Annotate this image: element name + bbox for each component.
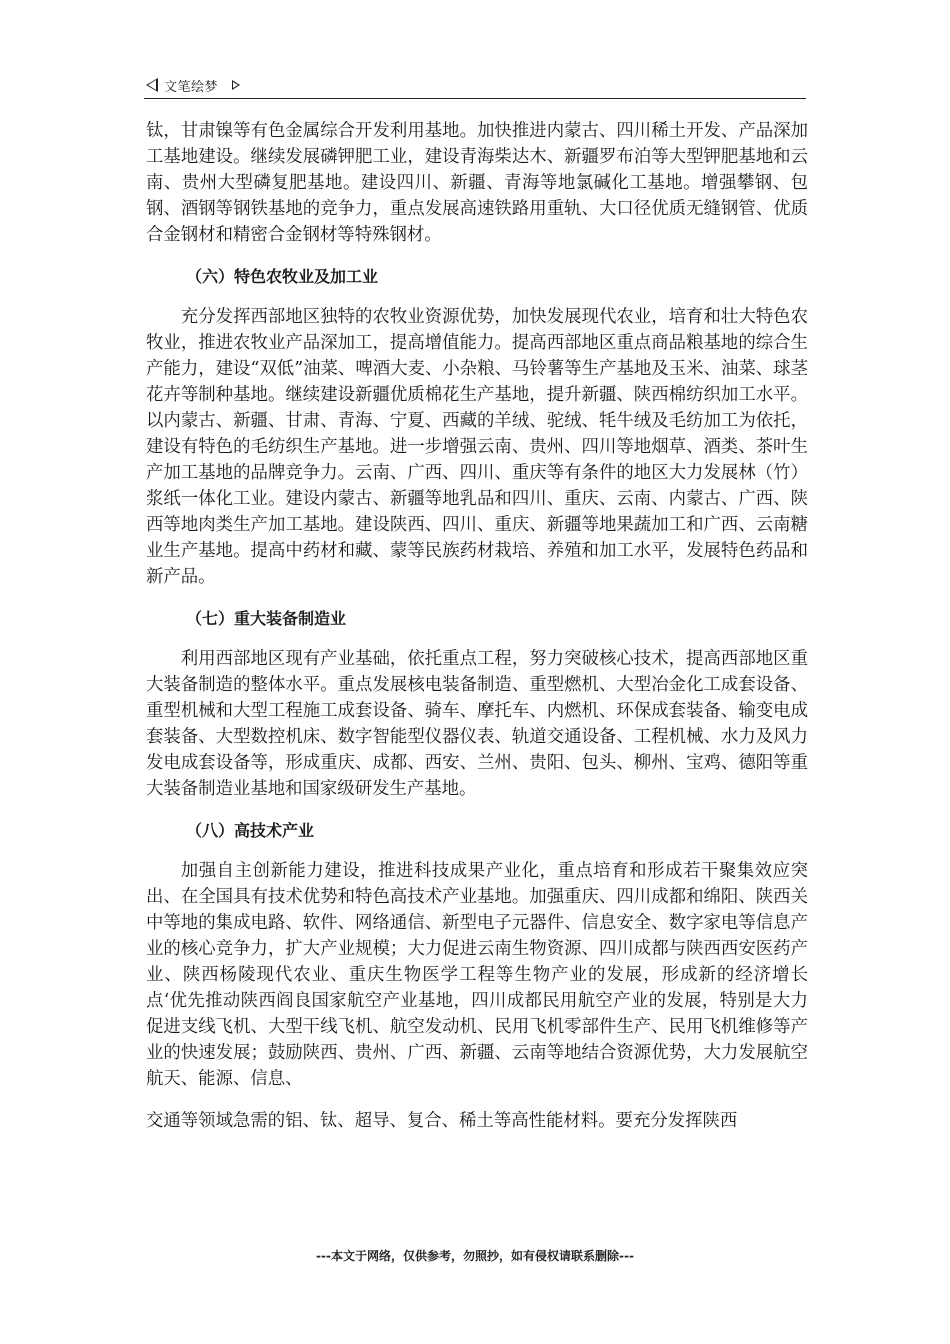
paragraph-high-tech: 加强自主创新能力建设，推进科技成果产业化，重点培育和形成若干聚集效应突出、在全国具有技术优势和特色高技术产业基地。加强重庆、四川成都和绵阳、陕西关中等地的集成电路、软件、网络通信、新型电子元器件、信息安全、数字家电等信息产业的核心竞争力，扩大产业规模；大力促进云南生物资源、四川成都与陕西西安医药产业、陕西杨陵现代农业、重庆生物医学工程等生物产业的发展，形成新的经济增长点‘优先推动陕西阎良国家航空产业基地，四川成都民用航空产业的发展，特别是大力促进支线飞机、大型干线飞机、航空发动机、民用飞机零部件生产、民用飞机维修等产业的快速发展；鼓励陕西、贵州、广西、新疆、云南等地结合资源优势，大力发展航空航天、能源、信息、	[146, 861, 808, 1089]
paragraph-agriculture: 充分发挥西部地区独特的农牧业资源优势，加快发展现代农业，培育和壮大特色农牧业，推进农牧业产品深加工，提高增值能力。提高西部地区重点商品粮基地的综合生产能力，建设“双低”油菜、啤酒大麦、小杂粮、马铃薯等生产基地及玉米、油菜、球茎花卉等制种基地。继续建设新疆优质棉花生产基地，提升新疆、陕西棉纺织加工水平。以内蒙古、新疆、甘肃、青海、宁夏、西藏的羊绒、驼绒、牦牛绒及毛纺加工为依托，建设有特色的毛纺织生产基地。进一步增强云南、贵州、四川等地烟草、酒类、茶叶生产加工基地的品牌竞争力。云南、广西、四川、重庆等有条件的地区大力发展林（竹）浆纸一体化工业。建设内蒙古、新疆等地乳品和四川、重庆、云南、内蒙古、广西、陕西等地肉类生产加工基地。建设陕西、四川、重庆、新疆等地果蔬加工和广西、云南糖业生产基地。提高中药材和藏、蒙等民族药材栽培、养殖和加工水平，发展特色药品和新产品。	[146, 307, 808, 587]
section-heading-6: （六）特色农牧业及加工业	[186, 267, 379, 286]
document-body	[146, 118, 808, 1134]
triangle-right-icon	[232, 80, 240, 90]
section-heading-7: （七）重大装备制造业	[186, 609, 347, 628]
triangle-left-icon	[146, 78, 158, 92]
section-heading-8: （八）高技术产业	[186, 821, 315, 840]
paragraph-continued: 钛，甘肃镍等有色金属综合开发利用基地。加快推进内蒙古、四川稀土开发、产品深加工基地建设。继续发展磷钾肥工业，建设青海柴达木、新疆罗布泊等大型钾肥基地和云南、贵州大型磷复肥基地。建设四川、新疆、青海等地氯碱化工基地。增强攀钢、包钢、酒钢等钢铁基地的竞争力，重点发展高速铁路用重轨、大口径优质无缝钢管、优质合金钢材和精密合金钢材等特殊钢材。	[146, 121, 808, 245]
header-brand: 文笔绘梦	[164, 80, 219, 95]
paragraph-equipment: 利用西部地区现有产业基础，依托重点工程，努力突破核心技术，提高西部地区重大装备制造的整体水平。重点发展核电装备制造、重型燃机、大型冶金化工成套设备、重型机械和大型工程施工成套设备、骑车、摩托车、内燃机、环保成套装备、输变电成套装备、大型数控机床、数字智能型仪器仪表、轨道交通设备、工程机械、水力及风力发电成套设备等，形成重庆、成都、西安、兰州、贵阳、包头、柳州、宝鸡、德阳等重大装备制造业基地和国家级研发生产基地。	[146, 649, 808, 799]
page-header	[144, 72, 806, 99]
footer-notice: ---本文于网络，仅供参考，勿照抄，如有侵权请联系删除---	[316, 1249, 634, 1263]
paragraph-tail: 交通等领域急需的铝、钛、超导、复合、稀土等高性能材料。要充分发挥陕西	[146, 1111, 738, 1131]
